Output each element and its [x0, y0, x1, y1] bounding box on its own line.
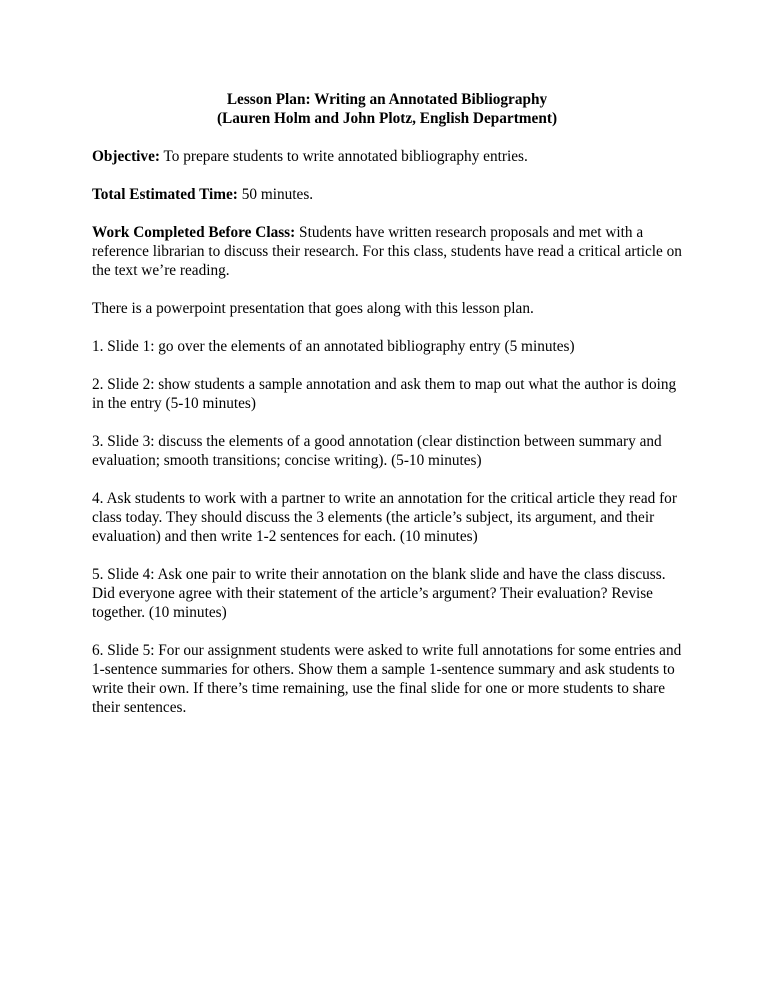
- step-3: 3. Slide 3: discuss the elements of a good annotation (clear distinction between summary and evaluation; smooth transitions; concise writing). (5-10 minutes): [92, 433, 662, 469]
- document-title: [92, 90, 682, 128]
- step-6: 6. Slide 5: For our assignment students were asked to write full annotations for some entries and 1-sentence summaries for others. Show them a sample 1-sentence summary and ask students to write their own. If there’s time remaining, use the final slide for one or more students to share their sentences.: [92, 642, 682, 716]
- objective-label: Objective:: [92, 148, 160, 165]
- objective-text: To prepare students to write annotated bibliography entries.: [159, 148, 528, 165]
- time-text: 50 minutes.: [237, 186, 314, 203]
- objective-paragraph: [92, 147, 682, 166]
- before-class-label: Work Completed Before Class:: [92, 224, 296, 241]
- step-1: 1. Slide 1: go over the elements of an annotated bibliography entry (5 minutes): [92, 338, 575, 355]
- title-line-2: (Lauren Holm and John Plotz, English Department): [216, 110, 558, 127]
- step-4: 4. Ask students to work with a partner to write an annotation for the critical article they read for class today. They should discuss the 3 elements (the article’s subject, its argument, and their evaluation) and then write 1-2 sentences for each. (10 minutes): [92, 490, 677, 545]
- time-label: Total Estimated Time:: [92, 186, 238, 203]
- step-5: 5. Slide 4: Ask one pair to write their annotation on the blank slide and have the class discuss. Did everyone agree with their statement of the article’s argument? Their evaluation? Revise together. (10 minutes): [92, 566, 666, 621]
- document-page: [92, 90, 682, 736]
- time-paragraph: [92, 185, 682, 204]
- title-line-1: Lesson Plan: Writing an Annotated Bibliography: [226, 91, 548, 108]
- before-class-paragraph: [92, 223, 682, 280]
- intro-paragraph: There is a powerpoint presentation that goes along with this lesson plan.: [92, 300, 534, 317]
- before-class-text: Students have written research proposals and met with a reference librarian to discuss their research. For this class, students have read a critical article on the text we’re reading.: [92, 224, 682, 279]
- step-2: 2. Slide 2: show students a sample annotation and ask them to map out what the author is doing in the entry (5-10 minutes): [92, 376, 677, 412]
